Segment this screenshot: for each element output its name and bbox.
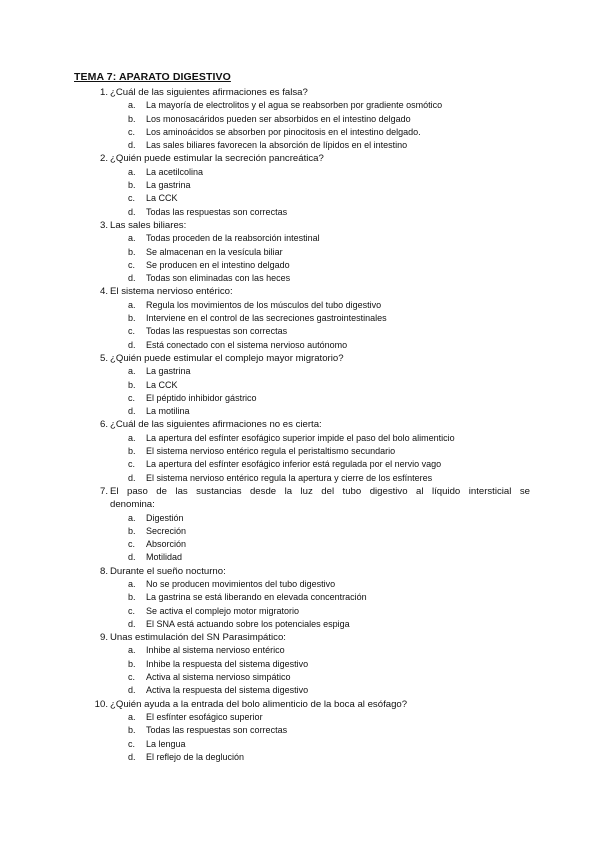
answer-option — [0, 738, 600, 751]
question-8 — [0, 565, 600, 631]
option-letter: a. — [128, 512, 136, 523]
option-text: La gastrina se está liberando en elevada concentración — [146, 592, 367, 603]
question-number: 3. — [99, 219, 108, 231]
answer-option — [0, 246, 600, 259]
option-text: Inhibe al sistema nervioso entérico — [146, 645, 285, 656]
question-text: Las sales biliares: — [110, 219, 187, 231]
option-text: El reflejo de la deglución — [146, 751, 245, 762]
answer-option — [0, 392, 600, 405]
option-letter: b. — [128, 592, 136, 603]
option-letter: d. — [128, 140, 136, 151]
question-stem-continuation — [0, 498, 600, 511]
option-text: Las sales biliares favorecen la absorción de lípidos en el intestino — [146, 140, 408, 151]
question-3 — [0, 219, 600, 285]
answer-option — [0, 179, 600, 192]
option-letter: b. — [128, 379, 136, 390]
option-letter: c. — [128, 539, 136, 550]
answer-option — [0, 658, 600, 671]
option-text: Se activa el complejo motor migratorio — [146, 605, 300, 616]
option-text: Se almacenan en la vesícula biliar — [146, 246, 283, 257]
option-text: Absorción — [146, 539, 187, 550]
option-letter: a. — [128, 432, 136, 443]
option-letter: a. — [128, 299, 136, 310]
answer-option — [0, 299, 600, 312]
option-letter: b. — [128, 113, 136, 124]
option-letter: c. — [128, 193, 136, 204]
option-text: El SNA está actuando sobre los potenciales espiga — [146, 618, 350, 629]
question-text: El sistema nervioso entérico: — [110, 286, 233, 298]
option-letter: a. — [128, 100, 136, 111]
question-text: ¿Cuál de las siguientes afirmaciones no es cierta: — [110, 419, 322, 431]
answer-option — [0, 644, 600, 657]
question-stem — [0, 485, 600, 498]
option-text: Se producen en el intestino delgado — [146, 259, 290, 270]
question-text-continuation: denomina: — [110, 499, 155, 511]
option-text: Todas las respuestas son correctas — [146, 326, 288, 337]
answer-option — [0, 379, 600, 392]
option-letter: d. — [128, 339, 136, 350]
question-stem — [0, 631, 600, 644]
option-text: La gastrina — [146, 180, 191, 191]
option-letter: d. — [128, 406, 136, 417]
option-text: Secreción — [146, 525, 187, 536]
answer-option — [0, 139, 600, 152]
option-text: Inhibe la respuesta del sistema digestivo — [146, 658, 309, 669]
question-number: 8. — [99, 565, 108, 577]
answer-option — [0, 605, 600, 618]
question-number: 4. — [99, 286, 108, 298]
option-letter: c. — [128, 259, 136, 270]
option-text: Interviene en el control de las secreciones gastrointestinales — [146, 313, 387, 324]
answer-option — [0, 325, 600, 338]
option-text: Regula los movimientos de los músculos del tubo digestivo — [146, 299, 382, 310]
question-text: El paso de las sustancias desde la luz del tubo digestivo al líquido intersticial se — [110, 485, 530, 497]
option-text: Digestión — [146, 512, 184, 523]
answer-option — [0, 432, 600, 445]
option-letter: d. — [128, 472, 136, 483]
answer-option — [0, 445, 600, 458]
question-5 — [0, 352, 600, 418]
answer-option — [0, 551, 600, 564]
option-text: La lengua — [146, 738, 186, 749]
option-text: La CCK — [146, 193, 178, 204]
answer-option — [0, 405, 600, 418]
answer-option — [0, 458, 600, 471]
option-letter: c. — [128, 605, 136, 616]
option-letter: c. — [128, 738, 136, 749]
question-stem — [0, 352, 600, 365]
option-letter: a. — [128, 578, 136, 589]
option-text: El esfínter esofágico superior — [146, 711, 263, 722]
answer-option — [0, 751, 600, 764]
answer-option — [0, 206, 600, 219]
option-text: La motilina — [146, 406, 190, 417]
document-title: TEMA 7: APARATO DIGESTIVO — [74, 71, 231, 83]
option-letter: d. — [128, 206, 136, 217]
option-letter: d. — [128, 552, 136, 563]
answer-option — [0, 684, 600, 697]
question-number: 10. — [94, 698, 108, 710]
question-number: 6. — [99, 419, 108, 431]
option-text: Todas son eliminadas con las heces — [146, 273, 291, 284]
option-letter: b. — [128, 658, 136, 669]
option-letter: c. — [128, 126, 136, 137]
option-text: El sistema nervioso entérico regula la apertura y cierre de los esfínteres — [146, 472, 433, 483]
answer-option — [0, 232, 600, 245]
option-text: La CCK — [146, 379, 178, 390]
question-number: 7. — [99, 485, 108, 497]
question-stem — [0, 285, 600, 298]
question-text: Durante el sueño nocturno: — [110, 565, 226, 577]
question-9 — [0, 631, 600, 697]
option-text: El péptido inhibidor gástrico — [146, 392, 257, 403]
question-stem — [0, 86, 600, 99]
question-4 — [0, 285, 600, 351]
option-text: Activa al sistema nervioso simpático — [146, 672, 291, 683]
option-letter: b. — [128, 446, 136, 457]
option-text: Todas proceden de la reabsorción intestinal — [146, 233, 320, 244]
answer-option — [0, 126, 600, 139]
question-10 — [0, 698, 600, 764]
question-text: ¿Quién puede estimular el complejo mayor migratorio? — [110, 352, 344, 364]
option-text: Los aminoácidos se absorben por pinocitosis en el intestino delgado. — [146, 126, 421, 137]
answer-option — [0, 259, 600, 272]
question-list — [0, 86, 600, 764]
option-letter: b. — [128, 313, 136, 324]
answer-option — [0, 339, 600, 352]
option-text: Todas las respuestas son correctas — [146, 206, 288, 217]
answer-option — [0, 512, 600, 525]
answer-option — [0, 538, 600, 551]
question-stem — [0, 698, 600, 711]
answer-option — [0, 312, 600, 325]
answer-option — [0, 166, 600, 179]
option-text: No se producen movimientos del tubo digestivo — [146, 578, 336, 589]
option-letter: b. — [128, 525, 136, 536]
question-stem — [0, 152, 600, 165]
option-letter: c. — [128, 672, 136, 683]
option-letter: c. — [128, 392, 136, 403]
option-text: La apertura del esfínter esofágico inferior está regulada por el nervio vago — [146, 459, 442, 470]
answer-option — [0, 671, 600, 684]
option-letter: a. — [128, 166, 136, 177]
option-letter: a. — [128, 233, 136, 244]
question-2 — [0, 152, 600, 218]
answer-option — [0, 99, 600, 112]
option-text: La mayoría de electrolitos y el agua se reabsorben por gradiente osmótico — [146, 100, 443, 111]
answer-option — [0, 272, 600, 285]
answer-option — [0, 113, 600, 126]
answer-option — [0, 192, 600, 205]
option-letter: a. — [128, 711, 136, 722]
question-6 — [0, 418, 600, 484]
answer-option — [0, 578, 600, 591]
option-text: Activa la respuesta del sistema digestivo — [146, 685, 309, 696]
option-letter: a. — [128, 366, 136, 377]
answer-option — [0, 711, 600, 724]
option-letter: b. — [128, 180, 136, 191]
question-stem — [0, 219, 600, 232]
question-text: Unas estimulación del SN Parasimpático: — [110, 632, 286, 644]
option-text: Está conectado con el sistema nervioso autónomo — [146, 339, 348, 350]
option-letter: c. — [128, 459, 136, 470]
option-text: El sistema nervioso entérico regula el peristaltismo secundario — [146, 446, 396, 457]
question-number: 1. — [99, 87, 108, 98]
option-letter: b. — [128, 246, 136, 257]
option-letter: b. — [128, 725, 136, 736]
answer-option — [0, 472, 600, 485]
question-text: ¿Cuál de las siguientes afirmaciones es falsa? — [110, 87, 308, 98]
question-number: 9. — [99, 632, 108, 644]
question-stem — [0, 565, 600, 578]
option-text: Motilidad — [146, 552, 183, 563]
option-text: La acetilcolina — [146, 166, 204, 177]
option-letter: d. — [128, 618, 136, 629]
option-letter: d. — [128, 273, 136, 284]
question-text: ¿Quién puede estimular la secreción pancreática? — [110, 153, 324, 165]
answer-option — [0, 525, 600, 538]
question-1 — [0, 86, 600, 152]
option-letter: d. — [128, 685, 136, 696]
option-letter: a. — [128, 645, 136, 656]
answer-option — [0, 618, 600, 631]
option-text: La apertura del esfínter esofágico superior impide el paso del bolo alimenticio — [146, 432, 455, 443]
question-number: 2. — [99, 153, 108, 165]
question-text: ¿Quién ayuda a la entrada del bolo alimenticio de la boca al esófago? — [110, 698, 408, 710]
question-number: 5. — [99, 352, 108, 364]
answer-option — [0, 591, 600, 604]
option-text: La gastrina — [146, 366, 191, 377]
answer-option — [0, 365, 600, 378]
option-letter: d. — [128, 751, 136, 762]
question-stem — [0, 418, 600, 431]
question-7 — [0, 485, 600, 565]
answer-option — [0, 724, 600, 737]
option-text: Todas las respuestas son correctas — [146, 725, 288, 736]
option-letter: c. — [128, 326, 136, 337]
option-text: Los monosacáridos pueden ser absorbidos en el intestino delgado — [146, 113, 411, 124]
